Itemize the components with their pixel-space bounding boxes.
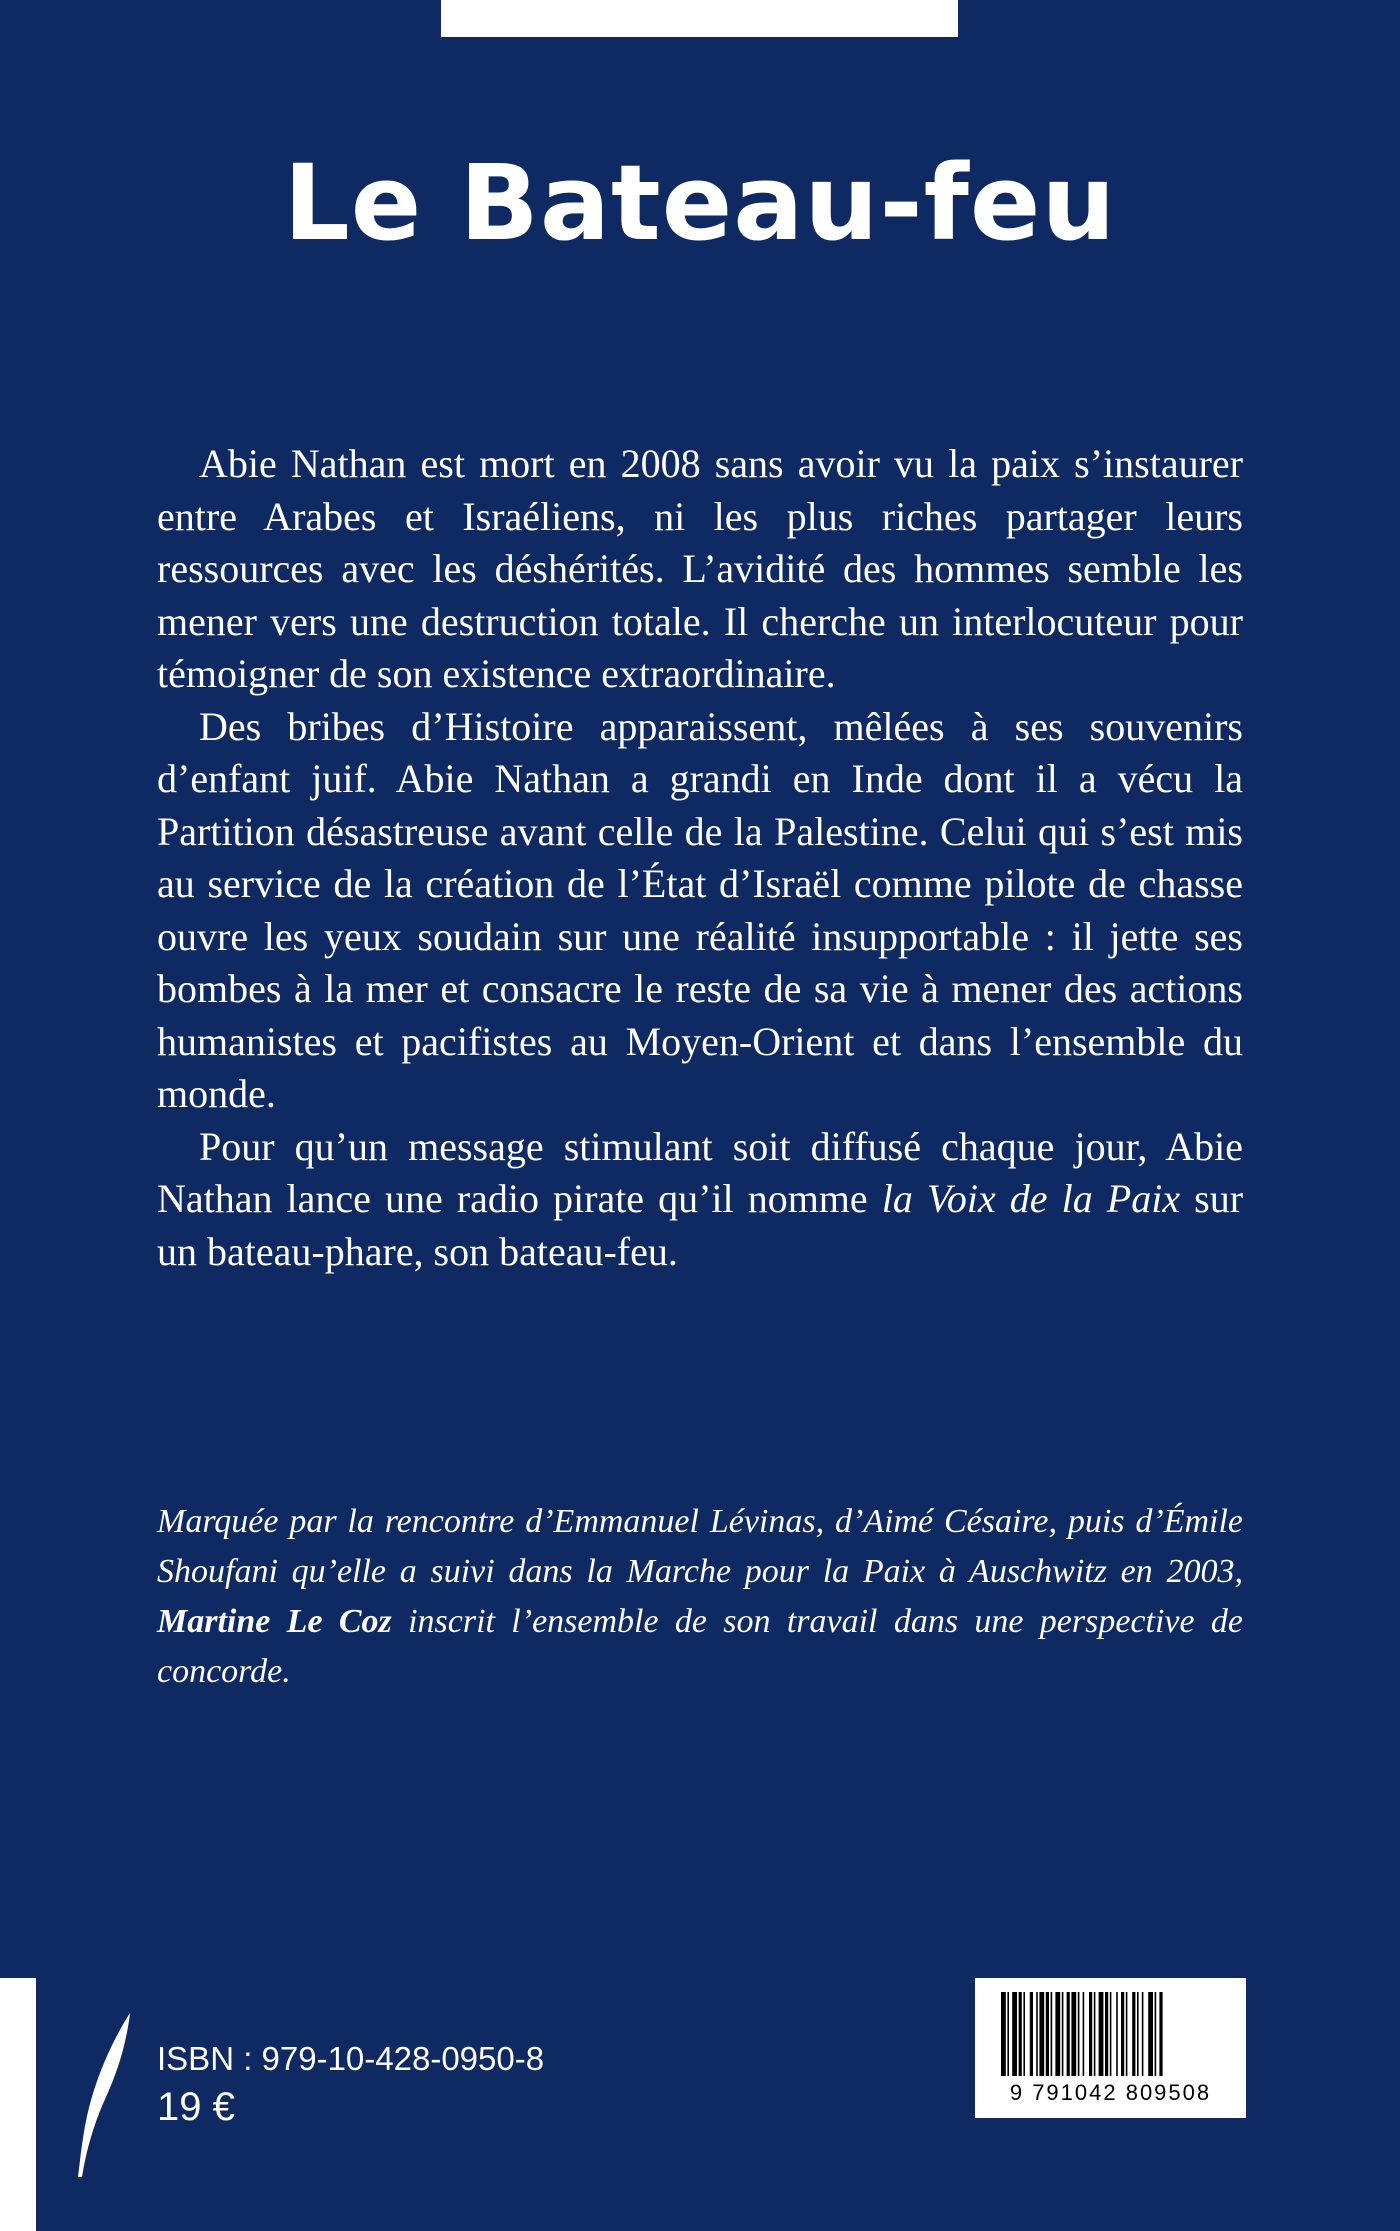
barcode-bar xyxy=(1126,1992,1128,2076)
barcode-bar xyxy=(1055,1992,1060,2076)
top-white-tab xyxy=(441,0,958,37)
barcode-bar xyxy=(1116,1992,1118,2076)
bio-before: Marquée par la rencontre d’Emmanuel Lévinas, d’Aimé Césaire, puis d’Émile Shoufani qu’elle a suivi dans la Marche pour la Paix à Auschwitz en 2003, xyxy=(157,1503,1243,1590)
blurb-paragraph-3 xyxy=(157,1121,1243,1279)
barcode-bar xyxy=(1099,1992,1104,2076)
isbn-text: ISBN : 979-10-428-0950-8 xyxy=(157,2040,545,2077)
blurb-p3-after: sur un bateau-phare, son bateau-feu. xyxy=(157,1176,1244,1274)
barcode-bar xyxy=(1039,1992,1044,2076)
left-white-strip xyxy=(0,1978,36,2231)
book-title: Le Bateau-feu xyxy=(283,142,1117,264)
barcode-bar xyxy=(1051,1992,1053,2076)
radio-name: la Voix de la Paix xyxy=(881,1176,1181,1221)
barcode xyxy=(975,1978,1246,2118)
barcode-bar xyxy=(1083,1992,1085,2076)
barcode-bar xyxy=(1094,1992,1096,2076)
barcode-bar xyxy=(1159,1992,1162,2076)
barcode-bar xyxy=(1105,1992,1108,2076)
barcode-bar xyxy=(1148,1992,1153,2076)
barcode-bar xyxy=(1137,1992,1139,2076)
blurb-p3-before: Pour qu’un message stimulant soit diffusé chaque jour, Abie Nathan lance une radio pirate qu’il nomme xyxy=(157,1123,1243,1221)
barcode-bar xyxy=(1071,1992,1076,2076)
barcode-bar xyxy=(1012,1992,1017,2076)
bio-after: inscrit l’ensemble de son travail dans une perspective de concorde. xyxy=(157,1603,1244,1690)
barcode-bar xyxy=(1062,1992,1064,2076)
feather-icon xyxy=(72,2011,134,2179)
barcode-bar xyxy=(1132,1992,1135,2076)
barcode-bar xyxy=(1001,1992,1006,2076)
blurb-paragraph-1: Abie Nathan est mort en 2008 sans avoir vu la paix s’instaurer entre Arabes et Israéliens, ni les plus riches partager leurs ressources avec les déshérités. L’avidité des hommes semble les mener vers une destruction totale. Il cherche un interlocuteur pour témoigner de son existence extraordinaire. xyxy=(157,441,1243,696)
barcode-bar xyxy=(1142,1992,1144,2076)
barcode-bars xyxy=(975,1978,1246,2083)
barcode-bar xyxy=(1023,1992,1025,2076)
barcode-bar xyxy=(1019,1992,1022,2076)
blurb-paragraph-2: Des bribes d’Histoire apparaissent, mêlées à ses souvenirs d’enfant juif. Abie Nathan a grandi en Inde dont il a vécu la Partition désastreuse avant celle de la Palestine. Celui qui s’est mis au service de la création de l’État d’Israël comme pilote de chasse ouvre les yeux soudain sur une réalité insupportable : il jette ses bombes à la mer et consacre le reste de sa vie à mener des actions humanistes et pacifistes au Moyen-Orient et dans l’ensemble du monde. xyxy=(157,703,1243,1116)
barcode-bar xyxy=(1155,1992,1157,2076)
barcode-bar xyxy=(1121,1992,1124,2076)
author-bio xyxy=(157,1497,1243,1697)
barcode-bar xyxy=(1036,1992,1038,2076)
barcode-bar xyxy=(1030,1992,1033,2076)
barcode-digits: 9 791042 809508 xyxy=(1009,2080,1212,2105)
author-name: Martine Le Coz xyxy=(157,1603,392,1640)
barcode-bar xyxy=(1110,1992,1112,2076)
barcode-bar xyxy=(1046,1992,1049,2076)
barcode-bar xyxy=(1067,1992,1070,2076)
barcode-bar xyxy=(1078,1992,1080,2076)
price-text: 19 € xyxy=(157,2085,235,2129)
barcode-bar xyxy=(1007,1992,1009,2076)
back-cover-blurb xyxy=(157,438,1243,1278)
barcode-bar xyxy=(1089,1992,1092,2076)
